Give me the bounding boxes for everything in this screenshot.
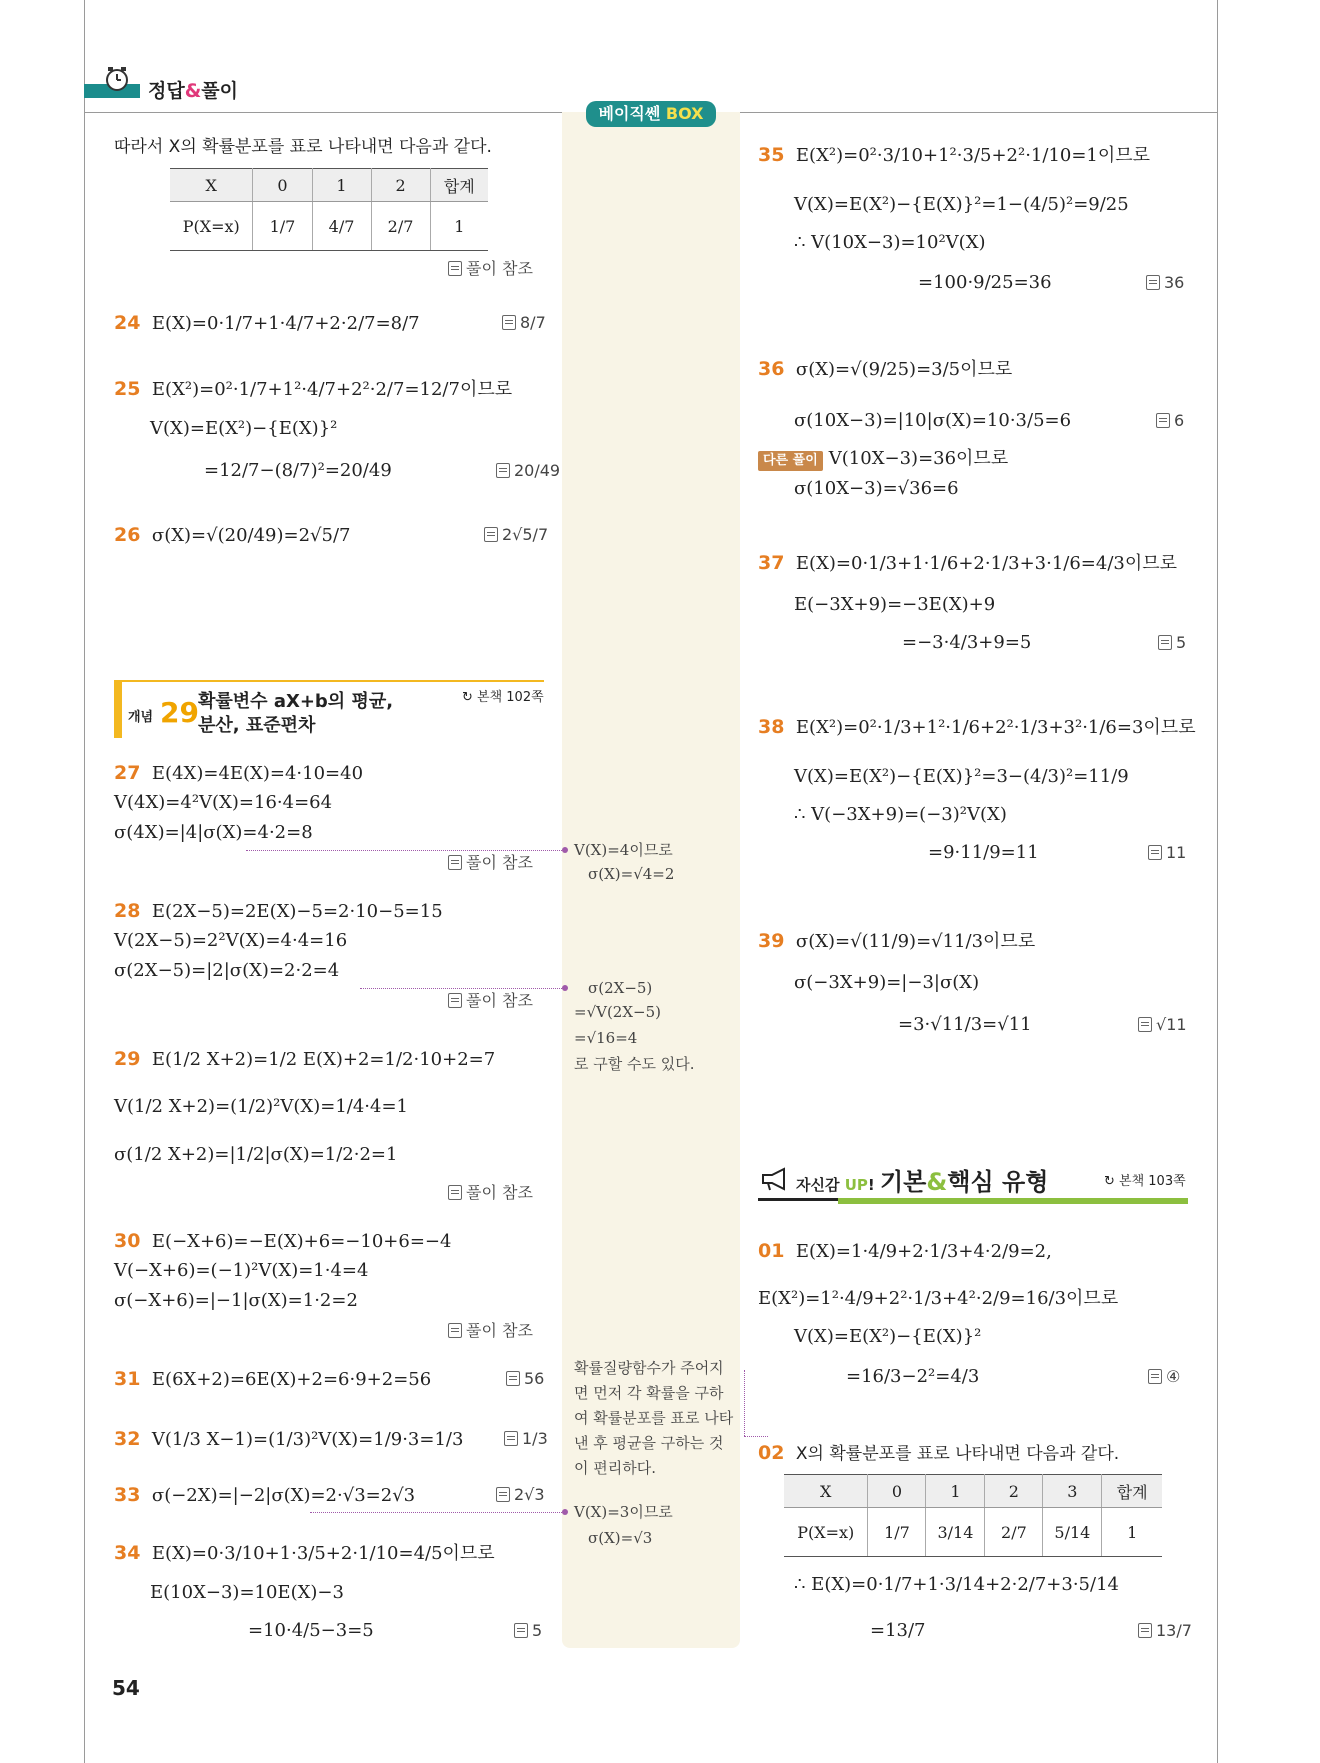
- section-underline-green: [838, 1198, 1188, 1204]
- alt-solution-badge: 다른 풀이: [758, 451, 823, 471]
- problem-39-line2: σ(−3X+9)=|−3|σ(X): [794, 972, 980, 993]
- answer-icon: [502, 315, 516, 330]
- answer-38: 11: [1148, 842, 1186, 864]
- answer-icon: [448, 1323, 462, 1338]
- problem-38-line2: V(X)=E(X²)−{E(X)}²=3−(4/3)²=11/9: [794, 766, 1129, 787]
- question-02-intro: 02 X의 확률분포를 표로 나타내면 다음과 같다.: [758, 1442, 1120, 1464]
- answer-33: 2√3: [496, 1484, 545, 1506]
- section-reference: ↻ 본책 103쪽: [1104, 1174, 1186, 1189]
- side-note-2-line1: σ(2X−5): [562, 976, 652, 1001]
- answer-icon: [1138, 1623, 1152, 1638]
- side-note-3-line2: 면 먼저 각 확률을 구하: [574, 1384, 724, 1402]
- concept-accent-bar: [114, 682, 122, 738]
- note-connector: [246, 850, 562, 851]
- problem-27-line3: σ(4X)=|4|σ(X)=4·2=8: [114, 822, 313, 843]
- note-connector: [744, 1370, 745, 1436]
- distribution-table-right: [784, 1474, 1162, 1557]
- problem-24: 24 E(X)=0·1/7+1·4/7+2·2/7=8/7: [114, 312, 420, 334]
- concept-reference: ↻ 본책 102쪽: [462, 690, 544, 705]
- problem-34-line2: E(10X−3)=10E(X)−3: [150, 1582, 344, 1603]
- page-border-left: [84, 0, 85, 1763]
- problem-28-line3: σ(2X−5)=|2|σ(X)=2·2=4: [114, 960, 340, 981]
- problem-34-line3: =10·4/5−3=5: [248, 1620, 374, 1641]
- problem-38-line1: 38 E(X²)=0²·1/3+1²·1/6+2²·1/3+3²·1/6=3이므로: [758, 716, 1196, 738]
- reference-icon: ↻: [462, 690, 478, 705]
- problem-35-line1: 35 E(X²)=0²·3/10+1²·3/5+2²·1/10=1이므로: [758, 144, 1151, 166]
- bullet-icon: [562, 1509, 568, 1515]
- problem-37-line2: E(−3X+9)=−3E(X)+9: [794, 594, 996, 615]
- answer-see-solution: 풀이 참조: [448, 258, 533, 280]
- problem-27-line1: 27 E(4X)=4E(X)=4·10=40: [114, 762, 364, 784]
- alternative-solution-line2: σ(10X−3)=√36=6: [794, 478, 959, 499]
- page-border-right: [1217, 0, 1218, 1763]
- answer-icon: [1148, 1369, 1162, 1384]
- answer-icon: [496, 1487, 510, 1502]
- section-basic-core-types: [758, 1156, 1188, 1206]
- problem-25-line2: V(X)=E(X²)−{E(X)}²: [150, 418, 338, 439]
- page-number: 54: [112, 1676, 140, 1700]
- answer-35: 36: [1146, 272, 1184, 294]
- question-01-line1: 01 E(X)=1·4/9+2·1/3+4·2/9=2,: [758, 1240, 1052, 1262]
- problem-37-line1: 37 E(X)=0·1/3+1·1/6+2·1/3+3·1/6=4/3이므로: [758, 552, 1178, 574]
- problem-35-line2: V(X)=E(X²)−{E(X)}²=1−(4/5)²=9/25: [794, 194, 1129, 215]
- section-underline-dark: [758, 1198, 838, 1201]
- bullet-icon: [562, 847, 568, 853]
- table-header-cell: 0: [868, 1475, 926, 1508]
- note-connector: [360, 988, 562, 989]
- answer-icon: [504, 1431, 518, 1446]
- problem-25-line3: =12/7−(8/7)²=20/49: [204, 460, 392, 481]
- answer-icon: [448, 993, 462, 1008]
- intro-text: 따라서 X의 확률분포를 표로 나타내면 다음과 같다.: [114, 137, 492, 157]
- answer-icon: [1146, 275, 1160, 290]
- problem-39-line3: =3·√11/3=√11: [898, 1014, 1032, 1035]
- table-cell: 2/7: [985, 1508, 1043, 1557]
- problem-29-line2: V(1/2 X+2)=(1/2)²V(X)=1/4·4=1: [114, 1096, 409, 1117]
- answer-34: 5: [514, 1620, 542, 1642]
- concept-title: 확률변수 aX+b의 평균, 분산, 표준편차: [198, 691, 394, 736]
- answer-36: 6: [1156, 410, 1184, 432]
- problem-36-line1: 36 σ(X)=√(9/25)=3/5이므로: [758, 358, 1013, 380]
- problem-31: 31 E(6X+2)=6E(X)+2=6·9+2=56: [114, 1368, 432, 1390]
- clock-icon: [104, 66, 130, 92]
- problem-37-line3: =−3·4/3+9=5: [902, 632, 1032, 653]
- alternative-solution-line1: 다른 풀이 V(10X−3)=36이므로: [758, 448, 1008, 471]
- table-cell: 1/7: [868, 1508, 926, 1557]
- table-row-label: P(X=x): [170, 202, 253, 251]
- question-02-line2: =13/7: [870, 1620, 926, 1641]
- side-note-3-line4: 낸 후 평균을 구하는 것: [574, 1434, 724, 1452]
- problem-36-line2: σ(10X−3)=|10|σ(X)=10·3/5=6: [794, 410, 1072, 431]
- answer-30: 풀이 참조: [448, 1320, 533, 1342]
- concept-number: 29: [160, 696, 199, 729]
- answer-29: 풀이 참조: [448, 1182, 533, 1204]
- note-connector: [310, 1512, 562, 1513]
- header-title: 정답&풀이: [148, 80, 239, 102]
- side-note-2-line2: =√V(2X−5): [574, 1003, 661, 1021]
- problem-30-line3: σ(−X+6)=|−1|σ(X)=1·2=2: [114, 1290, 358, 1311]
- answer-37: 5: [1158, 632, 1186, 654]
- answer-25: 20/49: [496, 460, 560, 482]
- answer-icon: [506, 1371, 520, 1386]
- table-cell: 1: [430, 202, 488, 251]
- table-cell: 5/14: [1043, 1508, 1102, 1557]
- answer-39: √11: [1138, 1014, 1187, 1036]
- table-header-cell: 1: [312, 169, 371, 202]
- answer-icon: [1148, 845, 1162, 860]
- problem-30-line1: 30 E(−X+6)=−E(X)+6=−10+6=−4: [114, 1230, 452, 1252]
- table-cell: 2/7: [371, 202, 430, 251]
- side-note-2-line4: 로 구할 수도 있다.: [574, 1055, 695, 1073]
- problem-38-line3: ∴ V(−3X+9)=(−3)²V(X): [794, 804, 1007, 825]
- question-01-line2: E(X²)=1²·4/9+2²·1/3+4²·2/9=16/3이므로: [758, 1288, 1119, 1309]
- answer-icon: [496, 463, 510, 478]
- table-header-cell: 합계: [430, 169, 488, 202]
- concept-label: 개념: [128, 710, 154, 725]
- reference-icon: ↻: [1104, 1174, 1120, 1189]
- problem-39-line1: 39 σ(X)=√(11/9)=√11/3이므로: [758, 930, 1036, 952]
- question-02-line1: ∴ E(X)=0·1/7+1·3/14+2·2/7+3·5/14: [794, 1574, 1119, 1595]
- basic-box-badge: 베이직쎈 BOX: [586, 101, 716, 127]
- question-01-line4: =16/3−2²=4/3: [846, 1366, 980, 1387]
- table-header-cell: 0: [253, 169, 312, 202]
- problem-30-line2: V(−X+6)=(−1)²V(X)=1·4=4: [114, 1260, 369, 1281]
- side-note-2-line3: =√16=4: [574, 1029, 638, 1047]
- problem-33: 33 σ(−2X)=|−2|σ(X)=2·√3=2√3: [114, 1484, 416, 1506]
- note-connector: [744, 1436, 768, 1437]
- answer-icon: [448, 1185, 462, 1200]
- side-note-1-line2: σ(X)=√4=2: [588, 865, 675, 883]
- table-header-cell: X: [170, 169, 253, 202]
- answer-28: 풀이 참조: [448, 990, 533, 1012]
- answer-icon: [514, 1623, 528, 1638]
- answer-31: 56: [506, 1368, 544, 1390]
- problem-26: 26 σ(X)=√(20/49)=2√5/7: [114, 524, 351, 546]
- table-header-cell: 2: [371, 169, 430, 202]
- table-header-cell: 1: [926, 1475, 985, 1508]
- side-note-4-line2: σ(X)=√3: [588, 1529, 653, 1547]
- problem-35-line4: =100·9/25=36: [918, 272, 1052, 293]
- table-header-cell: X: [784, 1475, 868, 1508]
- answer-01: ④: [1148, 1366, 1180, 1388]
- side-note-4-line1: V(X)=3이므로: [562, 1500, 673, 1525]
- answer-icon: [448, 855, 462, 870]
- side-note-3-line5: 이 편리하다.: [574, 1459, 656, 1477]
- question-01-line3: V(X)=E(X²)−{E(X)}²: [794, 1326, 982, 1347]
- problem-28-line1: 28 E(2X−5)=2E(X)−5=2·10−5=15: [114, 900, 443, 922]
- side-note-1-line1: V(X)=4이므로: [562, 838, 673, 863]
- distribution-table-left: [170, 168, 488, 251]
- answer-icon: [1158, 635, 1172, 650]
- table-header-cell: 3: [1043, 1475, 1102, 1508]
- side-note-3-line1: 확률질량함수가 주어지: [574, 1359, 724, 1377]
- table-row-label: P(X=x): [784, 1508, 868, 1557]
- problem-38-line4: =9·11/9=11: [928, 842, 1039, 863]
- megaphone-icon: [760, 1166, 790, 1192]
- answer-icon: [448, 261, 462, 276]
- table-cell: 1/7: [253, 202, 312, 251]
- problem-35-line3: ∴ V(10X−3)=10²V(X): [794, 232, 986, 253]
- answer-26: 2√5/7: [484, 524, 548, 546]
- answer-02: 13/7: [1138, 1620, 1192, 1642]
- table-cell: 4/7: [312, 202, 371, 251]
- problem-29-line3: σ(1/2 X+2)=|1/2|σ(X)=1/2·2=1: [114, 1144, 398, 1165]
- answer-32: 1/3: [504, 1428, 548, 1450]
- problem-29-line1: 29 E(1/2 X+2)=1/2 E(X)+2=1/2·10+2=7: [114, 1048, 496, 1070]
- problem-32: 32 V(1/3 X−1)=(1/3)²V(X)=1/9·3=1/3: [114, 1428, 464, 1450]
- answer-27: 풀이 참조: [448, 852, 533, 874]
- concept-29-header: [114, 680, 544, 752]
- answer-icon: [1156, 413, 1170, 428]
- answer-icon: [1138, 1017, 1152, 1032]
- problem-27-line2: V(4X)=4²V(X)=16·4=64: [114, 792, 333, 813]
- table-header-cell: 2: [985, 1475, 1043, 1508]
- problem-25-line1: 25 E(X²)=0²·1/7+1²·4/7+2²·2/7=12/7이므로: [114, 378, 513, 400]
- side-note-3-line3: 여 확률분포를 표로 나타: [574, 1409, 734, 1427]
- problem-28-line2: V(2X−5)=2²V(X)=4·4=16: [114, 930, 348, 951]
- table-cell: 3/14: [926, 1508, 985, 1557]
- answer-icon: [484, 527, 498, 542]
- answer-24: 8/7: [502, 312, 546, 334]
- bullet-icon: [562, 985, 568, 991]
- table-header-cell: 합계: [1102, 1475, 1162, 1508]
- table-cell: 1: [1102, 1508, 1162, 1557]
- problem-34-line1: 34 E(X)=0·3/10+1·3/5+2·1/10=4/5이므로: [114, 1542, 495, 1564]
- section-title: 자신감 UP! 기본&핵심 유형: [796, 1168, 1049, 1196]
